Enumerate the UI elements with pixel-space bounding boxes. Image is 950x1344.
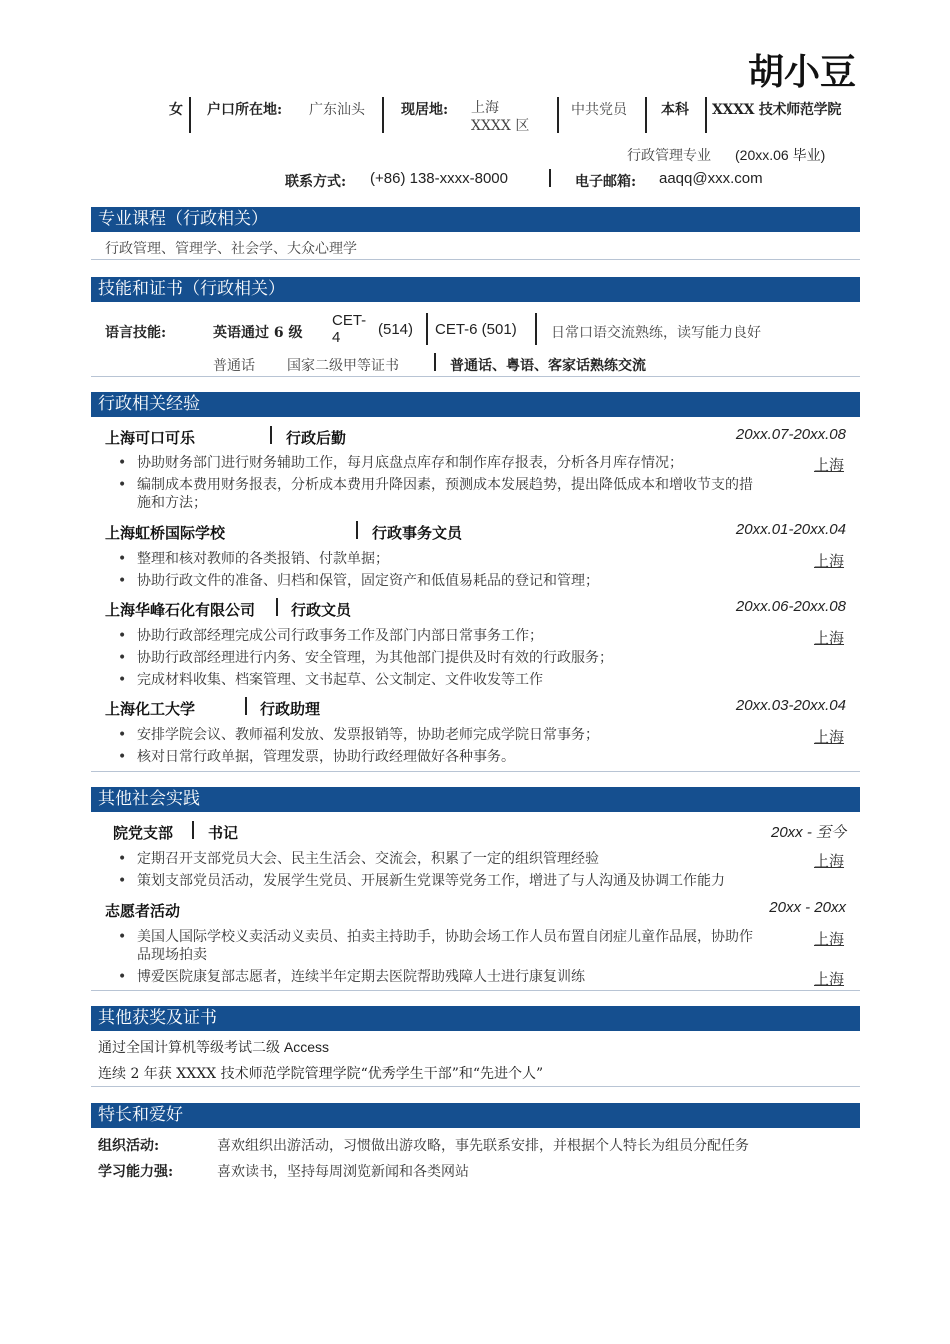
hobby-text: 喜欢读书，坚持每周浏览新闻和各类网站 (217, 1164, 469, 1180)
section-hobbies-header: 特长和爱好 (91, 1103, 860, 1128)
candidate-name: 胡小豆 (748, 52, 857, 93)
date-range: 20xx - 20xx (769, 899, 846, 916)
divider (557, 97, 559, 133)
award-item: 连续 2 年获 XXXX 技术师范学院管理学院“优秀学生干部”和“先进个人” (98, 1066, 544, 1082)
courses-text: 行政管理、管理学、社会学、大众心理学 (105, 241, 357, 257)
bullet-icon: • (118, 672, 127, 688)
bullet-text: 美国人国际学校义卖活动义卖员、拍卖主持助手，协助会场工作人员布置自闭症儿童作品展，协助作品现场拍卖 (137, 929, 753, 963)
oral-skill: 日常口语交流熟练，读写能力良好 (551, 325, 761, 341)
bullet-text: 安排学院会议、教师福利发放、发票报销等，协助老师完成学院日常事务； (137, 727, 599, 743)
mandarin: 普通话 (213, 358, 255, 374)
email-label: 电子邮箱: (575, 174, 637, 190)
cet6: CET-6 (501) (435, 321, 517, 338)
bullet-icon: • (118, 628, 127, 644)
org-name: 上海华峰石化有限公司 (105, 601, 256, 619)
divider (189, 97, 191, 133)
org-name: 上海可口可乐 (105, 429, 196, 447)
date-range: 20xx.07-20xx.08 (735, 426, 846, 443)
bullet-icon: • (118, 727, 127, 743)
section-divider (91, 771, 860, 772)
date-range: 20xx.03-20xx.04 (735, 697, 846, 714)
bullet-text: 编制成本费用财务报表，分析成本费用升降因素，预测成本发展趋势，提出降低成本和增收节支的措施和方法； (137, 477, 753, 511)
bullet-text: 协助财务部门进行财务辅助工作，每月底盘点库存和制作库存报表，分析各月库存情况； (137, 455, 683, 471)
residence-label: 现居地: (401, 102, 449, 118)
org-name: 志愿者活动 (105, 902, 181, 920)
major: 行政管理专业 (627, 148, 711, 164)
divider (549, 169, 551, 187)
divider (426, 313, 428, 345)
bullet-text: 策划支部党员活动，发展学生党员、开展新生党课等党务工作，增进了与人沟通及协调工作能力 (137, 873, 725, 889)
divider (356, 521, 358, 539)
politics: 中共党员 (571, 102, 627, 118)
school: XXXX 技术师范学院 (712, 102, 842, 118)
bullet-text: 协助行政部经理完成公司行政事务工作及部门内部日常事务工作； (137, 628, 543, 644)
gender: 女 (169, 102, 183, 118)
section-divider (91, 376, 860, 377)
bullet-icon: • (118, 573, 127, 589)
date-range: 20xx.06-20xx.08 (735, 598, 846, 615)
bullet-text: 博爱医院康复部志愿者，连续半年定期去医院帮助残障人士进行康复训练 (137, 969, 585, 985)
lang-label: 语言技能: (105, 325, 167, 341)
date-range: 20xx - 至今 (770, 824, 846, 841)
section-courses-header: 专业课程（行政相关） (91, 207, 860, 232)
role-name: 行政文员 (291, 601, 352, 619)
dialects: 普通话、粤语、客家话熟练交流 (450, 358, 646, 374)
divider (645, 97, 647, 133)
hukou-label: 户口所在地: (207, 102, 283, 118)
org-name: 上海化工大学 (105, 700, 196, 718)
phone-value: (+86) 138-xxxx-8000 (370, 170, 508, 187)
location: 上海 (814, 552, 845, 570)
location: 上海 (814, 970, 845, 988)
role-name: 书记 (208, 824, 239, 842)
award-item: 通过全国计算机等级考试二级 Access (98, 1039, 330, 1055)
bullet-icon: • (118, 851, 127, 867)
bullet-icon: • (118, 929, 127, 945)
location: 上海 (814, 930, 845, 948)
divider (192, 821, 194, 839)
bullet-text: 协助行政文件的准备、归档和保管，固定资产和低值易耗品的登记和管理； (137, 573, 599, 589)
role-name: 行政助理 (260, 700, 321, 718)
bullet-icon: • (118, 650, 127, 666)
section-divider (91, 1086, 860, 1087)
bullet-text: 整理和核对教师的各类报销、付款单据； (137, 551, 389, 567)
hobby-label: 学习能力强: (98, 1164, 174, 1180)
hukou-value: 广东汕头 (309, 102, 365, 118)
bullet-text: 定期召开支部党员大会、民主生活会、交流会，积累了一定的组织管理经验 (137, 851, 599, 867)
phone-label: 联系方式: (285, 174, 347, 190)
bullet-icon: • (118, 749, 127, 765)
email-value: aaqq@xxx.com (659, 170, 763, 187)
hobby-text: 喜欢组织出游活动，习惯做出游攻略，事先联系安排，并根据个人特长为组员分配任务 (217, 1138, 749, 1154)
bullet-text: 协助行政部经理进行内务、安全管理，为其他部门提供及时有效的行政服务； (137, 650, 613, 666)
section-experience-header: 行政相关经验 (91, 392, 860, 417)
divider (535, 313, 537, 345)
english-level: 英语通过 6 级 (213, 325, 303, 341)
org-name: 上海虹桥国际学校 (105, 524, 226, 542)
divider (434, 353, 436, 371)
section-skills-header: 技能和证书（行政相关） (91, 277, 860, 302)
date-range: 20xx.01-20xx.04 (735, 521, 846, 538)
role-name: 行政后勤 (286, 429, 347, 447)
section-awards-header: 其他获奖及证书 (91, 1006, 860, 1031)
section-divider (91, 990, 860, 991)
section-divider (91, 259, 860, 260)
bullet-text: 核对日常行政单据，管理发票，协助行政经理做好各种事务。 (137, 749, 515, 765)
graduation: (20xx.06 毕业) (735, 147, 826, 163)
mandarin-cert: 国家二级甲等证书 (287, 358, 399, 374)
bullet-icon: • (118, 551, 127, 567)
bullet-icon: • (118, 477, 127, 493)
location: 上海 (814, 852, 845, 870)
bullet-icon: • (118, 969, 127, 985)
bullet-text: 完成材料收集、档案管理、文书起草、公文制定、文件收发等工作 (137, 672, 543, 688)
bullet-icon: • (118, 455, 127, 471)
cet4-score: (514) (378, 321, 414, 338)
hobby-label: 组织活动: (98, 1138, 160, 1154)
divider (705, 97, 707, 133)
bullet-icon: • (118, 873, 127, 889)
location: 上海 (814, 728, 845, 746)
location: 上海 (814, 456, 845, 474)
cet4: CET-4 (332, 312, 367, 346)
location: 上海 (814, 629, 845, 647)
role-name: 行政事务文员 (372, 524, 463, 542)
residence-value: 上海 XXXX 区 (471, 100, 530, 134)
divider (245, 697, 247, 715)
section-practice-header: 其他社会实践 (91, 787, 860, 812)
divider (382, 97, 384, 133)
degree: 本科 (661, 102, 689, 118)
divider (276, 598, 278, 616)
divider (270, 426, 272, 444)
org-name: 院党支部 (113, 824, 174, 842)
